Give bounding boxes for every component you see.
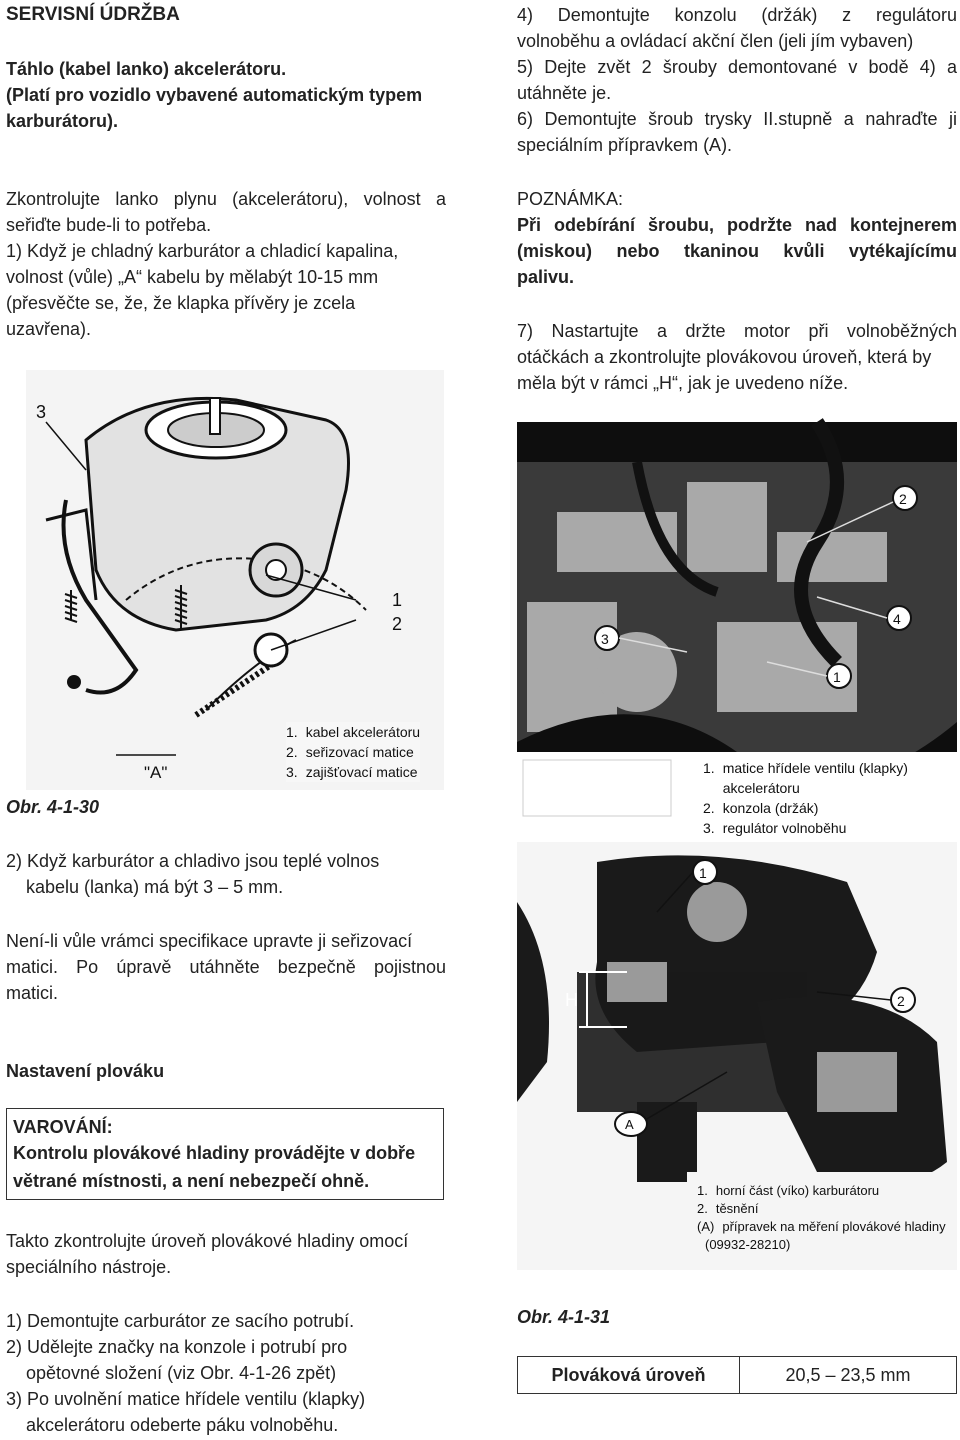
step1-line-2: volnost (vůle) „A“ kabelu by mělabýt 10-15 mm	[6, 267, 379, 287]
photo2-callout: H	[565, 990, 578, 1010]
note-title: POZNÁMKA:	[517, 189, 624, 209]
photo1-callout: 3	[601, 631, 609, 647]
check-text-2: seřiďte bude-li to potřeba.	[6, 215, 212, 235]
note-line-3: palivu.	[517, 267, 575, 287]
tool-line-1: Takto zkontrolujte úroveň plovákové hladiny omocí	[6, 1231, 409, 1251]
legend-text: kabel akcelerátoru	[305, 724, 421, 740]
step7-line-2: otáčkách a zkontrolujte plovákovou úroveň, která by	[517, 347, 932, 367]
subtitle-line-2: (Platí pro vozidlo vybavené automatickým typem	[6, 85, 423, 105]
legend-num: (A)	[697, 1219, 715, 1234]
step5-line-1: 5) Dejte zvět 2 šrouby demontované v bodě 4) a	[517, 57, 957, 77]
photo1-callout: 2	[899, 491, 907, 507]
warning-line-1: Kontrolu plovákové hladiny provádějte v dobře	[13, 1143, 416, 1163]
step4-line-1: 4) Demontujte konzolu (držák) z regulátoru	[517, 5, 957, 25]
list-item-3b: akcelerátoru odeberte páku volnoběhu.	[26, 1415, 339, 1435]
photo2-callout: A	[625, 1117, 634, 1132]
legend-text: těsnění	[715, 1201, 759, 1216]
warning-line-2: větrané místnosti, a není nebezpečí ohně.	[13, 1171, 370, 1191]
step1-line-1: 1) Když je chladný karburátor a chladicí kapalina,	[6, 241, 399, 261]
step7-line-1: 7) Nastartujte a držte motor při volnoběžných	[517, 321, 957, 341]
engine-photo-1	[517, 422, 957, 842]
step7-line-3: měla být v rámci „H“, jak je uvedeno níže.	[517, 373, 849, 393]
float-level-photo	[517, 842, 957, 1270]
legend-text: seřizovací matice	[305, 744, 414, 760]
legend-num: 1.	[703, 760, 715, 776]
step1-line-3: (přesvěčte se, že, že klapka přívěry je zcela	[6, 293, 356, 313]
warning-box	[6, 1108, 444, 1200]
step4-line-2: volnoběhu a ovládací akční člen (jeli jím vybaven)	[517, 31, 914, 51]
legend-num: 1.	[286, 724, 298, 740]
legend-num: 3.	[703, 820, 715, 836]
legend-num: 2.	[697, 1201, 708, 1216]
adjust-line-1: Není-li vůle vrámci specifikace upravte ji seřizovací	[6, 931, 413, 951]
legend-num: 2.	[703, 800, 715, 816]
step5-line-2: utáhněte je.	[517, 83, 612, 103]
photo1-callout: 4	[893, 611, 901, 627]
legend-text: (09932-28210)	[705, 1237, 791, 1252]
check-text-1: Zkontrolujte lanko plynu (akcelerátoru), volnost a	[6, 189, 446, 209]
subtitle-line-3: karburátoru).	[6, 111, 119, 131]
float-level-table	[517, 1356, 957, 1394]
warning-title: VAROVÁNÍ:	[13, 1117, 113, 1137]
list-item-2a: 2) Udělejte značky na konzole i potrubí pro	[6, 1337, 348, 1357]
callout-3: 3	[36, 402, 47, 422]
section-title: SERVISNÍ ÚDRŽBA	[6, 4, 180, 25]
legend-text: konzola (držák)	[722, 800, 819, 816]
step1-line-4: uzavřena).	[6, 319, 92, 339]
legend-num: 2.	[286, 744, 298, 760]
note-line-1: Při odebírání šroubu, podržte nad kontejnerem	[517, 215, 957, 235]
step2-line-1: 2) Když karburátor a chladivo jsou teplé volnos	[6, 851, 380, 871]
float-heading: Nastavení plováku	[6, 1061, 165, 1081]
legend-text: zajišťovací matice	[305, 764, 418, 780]
adjust-line-2: matici. Po úpravě utáhněte bezpečně pojistnou	[6, 957, 446, 977]
step2-line-2: kabelu (lanka) má být 3 – 5 mm.	[26, 877, 284, 897]
figure-caption: Obr. 4-1-30	[6, 797, 100, 817]
photo2-callout: 1	[699, 865, 707, 881]
table-value-cell: 20,5 – 23,5 mm	[785, 1364, 911, 1385]
list-item-1: 1) Demontujte carburátor ze sacího potrubí.	[6, 1311, 355, 1331]
callout-1: 1	[392, 590, 403, 610]
legend-text: přípravek na měření plovákové hladiny	[722, 1219, 946, 1234]
legend-num: 1.	[697, 1183, 708, 1198]
legend-text: matice hřídele ventilu (klapky) akcelerátoru	[722, 760, 908, 796]
figure-legend	[286, 722, 420, 782]
step6-line-1: 6) Demontujte šroub trysky II.stupně a nahraďte ji	[517, 109, 957, 129]
list-item-3a: 3) Po uvolnění matice hřídele ventilu (klapky)	[6, 1389, 366, 1409]
photo1-callout: 1	[833, 669, 841, 685]
legend-text: regulátor volnoběhu	[722, 820, 847, 836]
legend-text: horní část (víko) karburátoru	[715, 1183, 880, 1198]
photo2-callout: 2	[897, 993, 905, 1009]
photo2-legend	[697, 1182, 946, 1254]
dimension-a-label: "A"	[144, 763, 168, 782]
table-label-cell: Plováková úroveň	[518, 1357, 740, 1393]
subtitle-line-1: Táhlo (kabel lanko) akcelerátoru.	[6, 59, 287, 79]
legend-num: 3.	[286, 764, 298, 780]
adjust-line-3: matici.	[6, 983, 59, 1003]
figure-caption-2: Obr. 4-1-31	[517, 1307, 611, 1327]
step6-line-2: speciálním přípravkem (A).	[517, 135, 733, 155]
tool-line-2: speciálního nástroje.	[6, 1257, 172, 1277]
list-item-2b: opětovné složení (viz Obr. 4-1-26 zpět)	[26, 1363, 337, 1383]
carburetor-drawing	[26, 370, 444, 790]
callout-2: 2	[392, 614, 403, 634]
note-line-2: (miskou) nebo tkaninou kvůli vytékajícímu	[517, 241, 957, 261]
